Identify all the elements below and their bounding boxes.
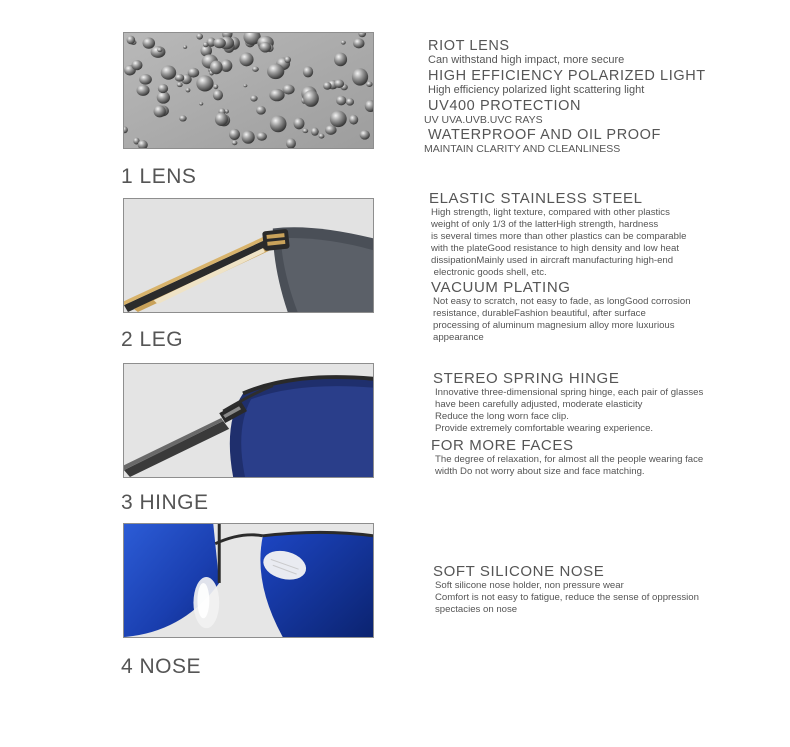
nose-photo <box>123 523 374 638</box>
desc-line: have been carefully adjusted, moderate elasticity <box>435 399 643 410</box>
water-drop <box>366 81 372 87</box>
water-drop <box>210 61 223 75</box>
desc-line: The degree of relaxation, for almost all the people wearing face <box>435 454 704 465</box>
water-drop <box>143 38 155 49</box>
water-drop <box>353 38 364 48</box>
water-drop <box>270 116 287 133</box>
water-drop <box>259 42 271 53</box>
desc-line: Comfort is not easy to fatigue, reduce the sense of oppression <box>435 592 699 603</box>
desc-line: High strength, light texture, compared with other plastics <box>431 207 670 218</box>
water-drop <box>284 56 291 63</box>
feature-desc <box>435 387 703 435</box>
feature-desc <box>435 580 699 616</box>
water-drop <box>183 45 187 49</box>
lens-photo <box>123 32 374 149</box>
water-drop <box>349 115 358 125</box>
water-drop <box>139 74 152 84</box>
feature-title: SOFT SILICONE NOSE <box>433 563 605 580</box>
water-drop <box>336 96 346 106</box>
section-caption-lens: 1 LENS <box>121 165 197 188</box>
feature-title: VACUUM PLATING <box>431 279 571 296</box>
feature-title: HIGH EFFICIENCY POLARIZED LIGHT <box>428 68 706 84</box>
feature-desc <box>433 296 691 344</box>
water-drop <box>319 134 325 139</box>
water-drop <box>186 88 191 93</box>
water-drop <box>196 33 203 39</box>
nose-features <box>433 563 699 616</box>
water-drop <box>196 75 213 91</box>
feature-desc: MAINTAIN CLARITY AND CLEANLINESS <box>424 143 621 155</box>
desc-line: Not easy to scratch, not easy to fade, as longGood corrosion <box>433 296 691 307</box>
desc-line: Soft silicone nose holder, non pressure wear <box>435 580 624 591</box>
water-drop <box>179 115 187 121</box>
desc-line: spectacies on nose <box>435 604 518 615</box>
water-drop <box>213 90 223 101</box>
leg-features <box>429 190 691 344</box>
feature-title: WATERPROOF AND OIL PROOF <box>428 127 661 143</box>
water-drop <box>136 85 149 96</box>
feature-desc <box>435 454 703 478</box>
water-drop <box>257 132 267 140</box>
water-drop <box>330 111 347 128</box>
water-drop <box>154 105 166 117</box>
water-drop <box>325 125 337 135</box>
water-drop <box>157 91 170 103</box>
section-caption-leg: 2 LEG <box>121 328 184 351</box>
feature-title: UV400 PROTECTION <box>428 98 582 114</box>
desc-line: resistance, durableFashion beautiful, after surface <box>433 308 646 319</box>
water-drop <box>302 129 308 134</box>
desc-line: weight of only 1/3 of the latterHigh strength, hardness <box>431 219 659 230</box>
water-drop <box>283 85 295 95</box>
water-drop <box>239 53 253 67</box>
feature-title: FOR MORE FACES <box>431 437 574 454</box>
water-drop <box>311 128 319 136</box>
water-drop <box>213 84 218 89</box>
water-drop <box>151 46 166 58</box>
water-drop <box>360 130 370 139</box>
water-drop <box>199 102 203 105</box>
feature-desc <box>431 207 691 279</box>
feature-desc: Can withstand high impact, more secure <box>428 54 625 66</box>
water-drop <box>341 40 346 44</box>
section-caption-nose: 4 NOSE <box>121 655 202 678</box>
water-drop <box>229 129 240 140</box>
water-drop <box>352 68 368 85</box>
water-drop <box>303 90 319 107</box>
water-drop <box>177 82 183 87</box>
feature-title: STEREO SPRING HINGE <box>433 370 620 387</box>
water-drop <box>188 68 200 78</box>
desc-line: dissipationMainly used in aircraft manufacturing high-end <box>431 255 674 266</box>
water-drop <box>267 64 284 80</box>
water-drop <box>250 95 257 101</box>
water-drop <box>158 84 168 93</box>
desc-line: with the plateGood resistance to high density and low heat <box>431 243 679 254</box>
water-drop <box>232 141 238 146</box>
water-drop <box>334 79 344 87</box>
water-drop <box>243 84 247 87</box>
desc-line: Reduce the long worn face clip. <box>435 411 569 422</box>
feature-title: RIOT LENS <box>428 38 510 54</box>
desc-line: electronic goods shell, etc. <box>431 267 547 278</box>
water-drop <box>203 42 209 47</box>
feature-desc: UV UVA.UVB.UVC RAYS <box>424 114 543 126</box>
leg-photo <box>123 198 374 313</box>
desc-line: width Do not worry about size and face matching. <box>435 466 645 477</box>
water-drop <box>132 60 143 70</box>
water-drop <box>294 118 305 130</box>
water-drop <box>215 113 228 126</box>
desc-line: appearance <box>433 332 484 343</box>
water-drop <box>256 106 266 115</box>
section-caption-hinge: 3 HINGE <box>121 491 209 514</box>
water-drop <box>127 36 136 45</box>
water-drop <box>213 38 225 48</box>
water-drop <box>346 98 354 105</box>
water-drop <box>242 131 255 144</box>
water-drop <box>269 89 284 101</box>
hinge-photo <box>123 363 374 478</box>
water-drop <box>252 67 259 72</box>
desc-line: is several times more than other plastics can be comparable <box>431 231 687 242</box>
feature-title: ELASTIC STAINLESS STEEL <box>429 190 643 207</box>
water-drop <box>175 74 185 82</box>
desc-line: Provide extremely comfortable wearing experience. <box>435 423 654 434</box>
desc-line: Innovative three-dimensional spring hinge, each pair of glasses <box>435 387 704 398</box>
water-drop <box>161 66 176 80</box>
lens-features <box>424 38 706 155</box>
hinge-features <box>433 370 703 478</box>
desc-line: processing of aluminum magnesium alloy more luxurious <box>433 320 675 331</box>
water-drop <box>303 66 313 77</box>
feature-desc: High efficiency polarized light scattering light <box>428 84 645 96</box>
water-drop <box>323 82 331 90</box>
water-drop <box>157 48 162 53</box>
water-drop <box>334 53 347 67</box>
